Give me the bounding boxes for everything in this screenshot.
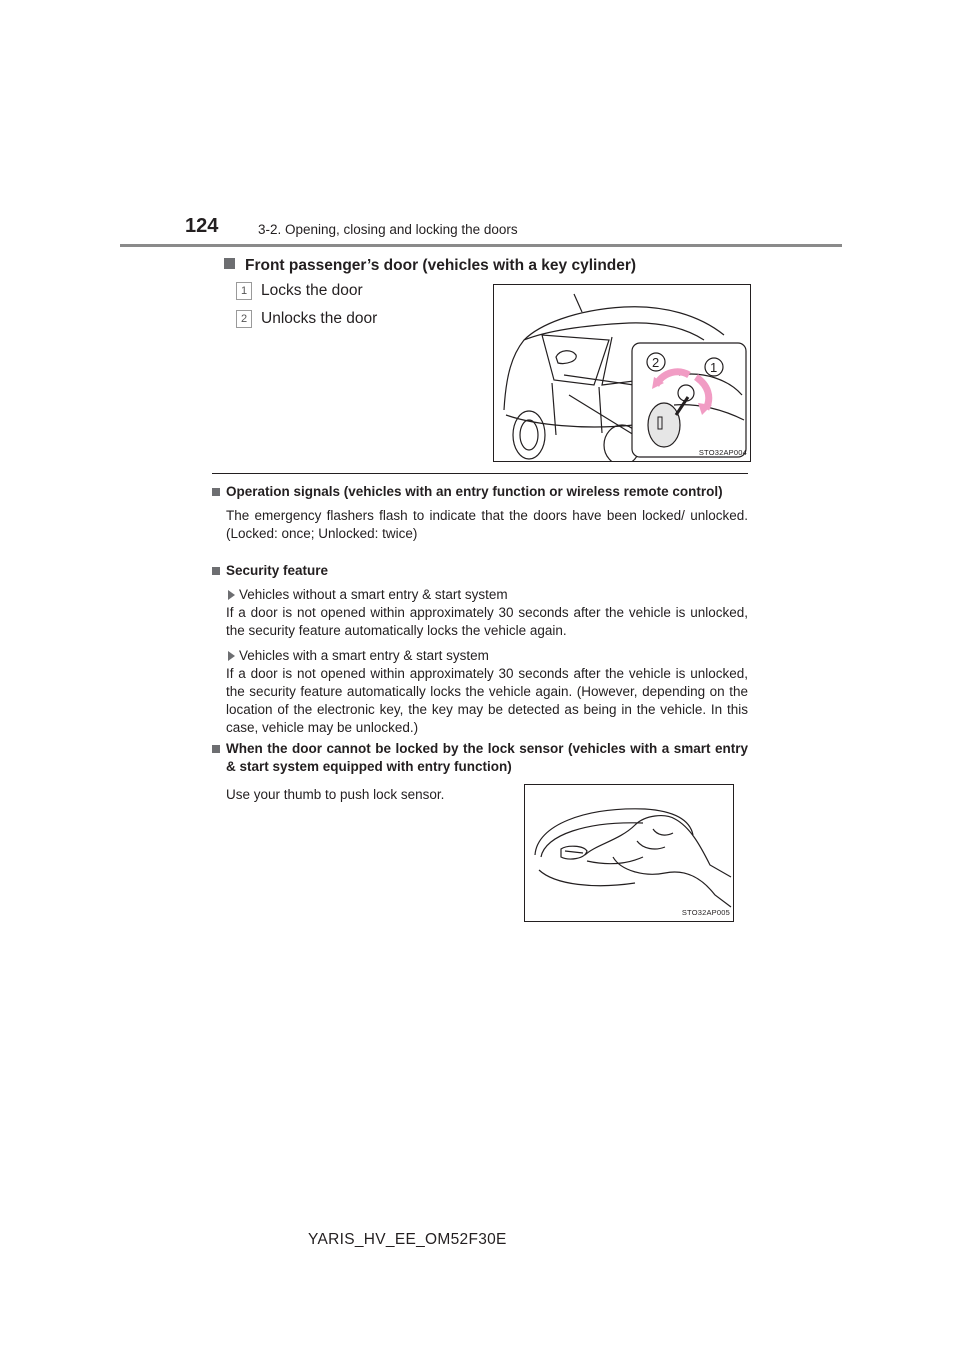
callout-2: 2 <box>652 355 660 370</box>
square-bullet-icon <box>224 258 235 269</box>
note-security-feature <box>212 562 748 737</box>
section-heading <box>224 257 636 275</box>
note-body: The emergency flashers flash to indicate that the doors have been locked/ unlocked. (Locked: once; Unlocked: twice) <box>226 508 748 541</box>
bullet-text: Vehicles without a smart entry & start system <box>239 587 508 602</box>
document-code: YARIS_HV_EE_OM52F30E <box>308 1231 507 1248</box>
note-operation-signals <box>212 483 748 543</box>
note-body: Use your thumb to push lock sensor. <box>226 787 445 802</box>
square-bullet-icon <box>212 567 220 575</box>
note-heading-text: Operation signals (vehicles with an entry function or wireless remote control) <box>226 484 723 499</box>
hand-on-door-handle-illustration <box>525 785 733 921</box>
note-body: If a door is not opened within approximately 30 seconds after the vehicle is unlocked, the security feature automatically locks the vehicle again. (However, depending on the location of the electronic key, the key may be detected as being in the vehicle. In this case, vehicle may be unlocked.) <box>226 666 748 735</box>
bullet-text: Vehicles with a smart entry & start system <box>239 648 489 663</box>
step-number-2: 2 <box>236 310 252 328</box>
bullet-item <box>212 586 748 604</box>
section-divider <box>212 473 748 474</box>
square-bullet-icon <box>212 745 220 753</box>
step-number-1: 1 <box>236 282 252 300</box>
step-label: Unlocks the door <box>261 310 378 327</box>
page-number: 124 <box>185 215 219 237</box>
lock-sensor-figure <box>524 784 734 922</box>
step-label: Locks the door <box>261 282 363 299</box>
callout-1: 1 <box>710 360 718 375</box>
note-heading-text: When the door cannot be locked by the lock sensor (vehicles with a smart entry & start system equipped with entry function) <box>226 741 748 774</box>
key-cylinder-figure <box>493 284 751 462</box>
triangle-bullet-icon <box>228 651 235 661</box>
header-rule <box>120 244 842 247</box>
note-heading-text: Security feature <box>226 563 329 578</box>
step-lock <box>236 282 363 300</box>
car-door-illustration <box>494 285 750 461</box>
section-heading-text: Front passenger’s door (vehicles with a key cylinder) <box>245 257 637 274</box>
triangle-bullet-icon <box>228 590 235 600</box>
section-title: 3-2. Opening, closing and locking the doors <box>258 222 518 237</box>
figure-code: STO32AP005 <box>681 908 730 917</box>
bullet-item <box>212 647 748 665</box>
note-body: If a door is not opened within approximately 30 seconds after the vehicle is unlocked, the security feature automatically locks the vehicle again. <box>226 605 748 638</box>
square-bullet-icon <box>212 488 220 496</box>
figure-code: STO32AP004 <box>698 448 747 457</box>
step-unlock <box>236 310 377 328</box>
